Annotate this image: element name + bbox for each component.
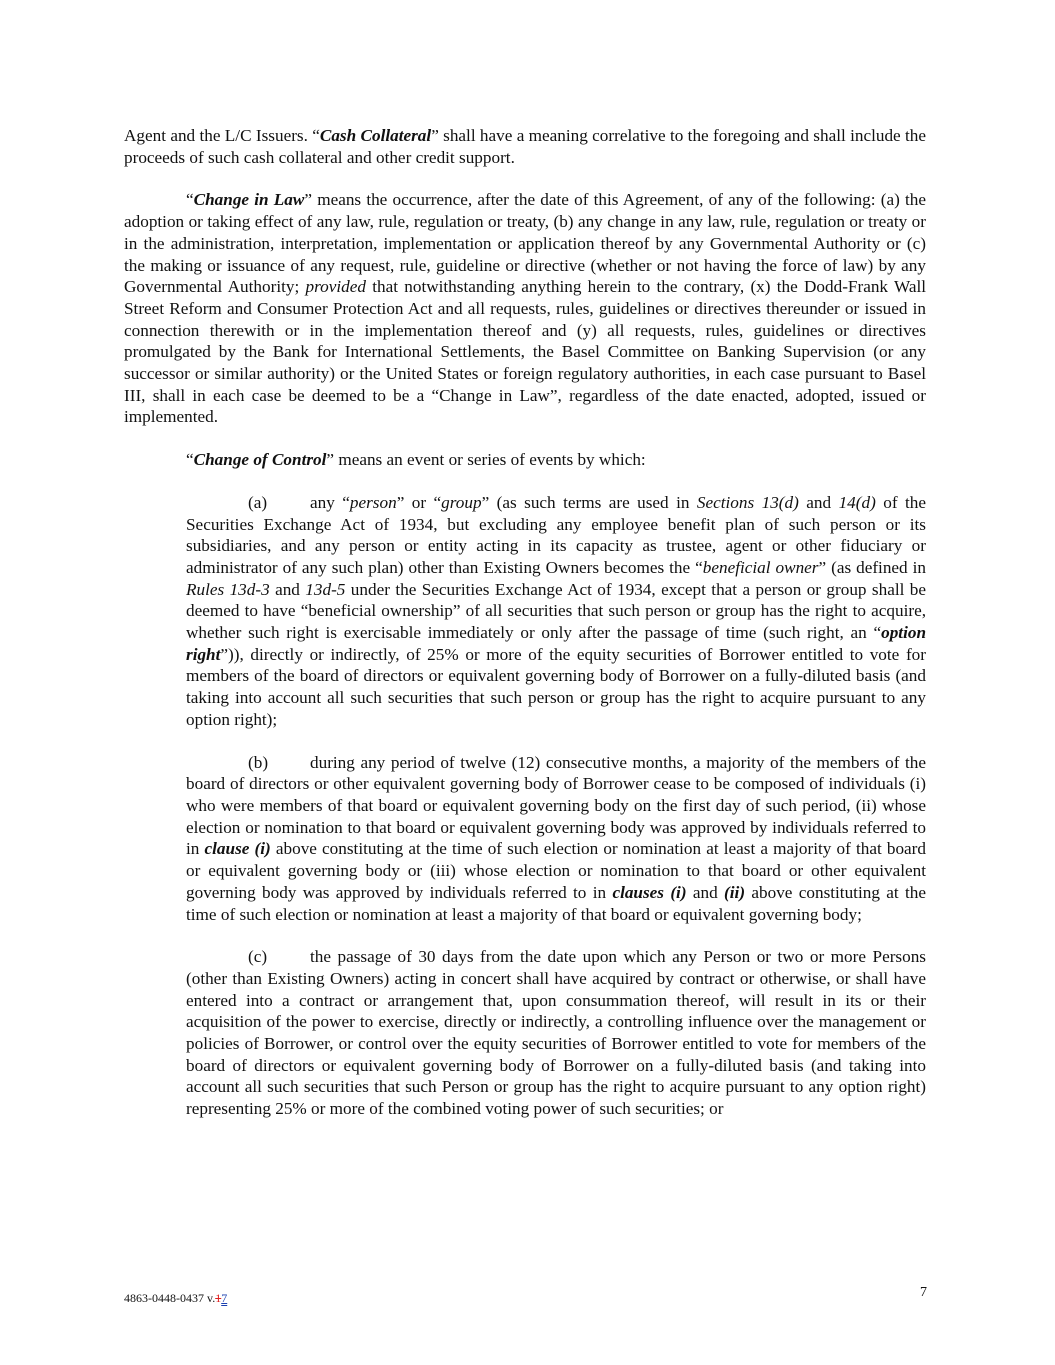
ref-rules-13d-3: Rules 13d-3 (186, 579, 270, 599)
provided-italic: provided (305, 277, 366, 297)
text: ” (as such terms are used in (481, 492, 697, 512)
text: and (686, 882, 725, 902)
clause-b (186, 752, 926, 926)
paragraph-cash-collateral (124, 125, 926, 168)
clause-c (186, 946, 926, 1120)
paragraph-change-of-control (124, 449, 926, 471)
term-person: person (349, 492, 397, 512)
text: ”)), directly or indirectly, of 25% or more of the equity securities of Borrower entitled to vote for members of the board of directors or equivalent governing body of Borrower on a fully-diluted basis (and taking into account all such securities that such person or group has the right to acquire pursuant to any option right); (186, 644, 926, 729)
text: ” means the occurrence, after the date of this Agreement, of any of the following: (a) the adoption or taking effect of any law, rule, regulation or treaty, (b) any change in any law, rule, regulation or treaty or in the administration, interpretation, implementation or application thereof by any Governmental Authority or (c) the making or issuance of any request, rule, guideline or directive (whether or not having the force of law) by any Governmental Authority; (124, 190, 926, 297)
defined-term-cash-collateral: Cash Collateral (319, 126, 432, 145)
term-group: group (441, 492, 482, 512)
doc-id: 4863-0448-0437 v. (124, 1291, 216, 1305)
text: “ (186, 190, 194, 210)
clause-a (186, 492, 926, 731)
text: above constituting at the time of such election or nomination at least a majority of that board or equivalent governing body; (186, 882, 926, 924)
text: ” or “ (396, 492, 442, 512)
clause-number: (c) (248, 947, 268, 967)
text: ” shall have a meaning correlative to the foregoing and shall include the proceeds of such cash collateral and other credit support. (124, 126, 927, 167)
document-id-footer (124, 1291, 227, 1306)
ref-ii: (ii) (724, 882, 746, 902)
text: “ (186, 450, 194, 470)
ref-clauses-i: clauses (i) (612, 882, 687, 902)
text: ” (as defined in (818, 557, 926, 577)
text: of the Securities Exchange Act of 1934, but excluding any employee benefit plan of such person or its subsidiaries, and any person or entity acting in its capacity as trustee, agent or other fiduciary or administrator of any such plan) other than Existing Owners becomes the “ (186, 492, 926, 577)
text: the passage of 30 days from the date upon which any Person or two or more Persons (other than Existing Owners) acting in concert shall have acquired by contract or otherwise, or shall have entered into a contract or arrangement that, upon consummation thereof, will result in its or their acquisition of the power to exercise, directly or indirectly, a controlling influence over the management or policies of Borrower, or control over the equity securities of Borrower entitled to vote for members of the board of directors or equivalent governing body of Borrower on a fully-diluted basis (and taking into account all such securities that such Person or group has the right to acquire pursuant to any option right) representing 25% or more of the combined voting power of such securities; or (186, 947, 926, 1119)
term-beneficial-owner: beneficial owner (702, 557, 819, 577)
ref-clause-i: clause (i) (204, 839, 271, 859)
ref-sections-13d: Sections 13(d) (696, 492, 799, 512)
version-inserted: 7 (221, 1291, 228, 1305)
ref-13d-5: 13d-5 (305, 579, 346, 599)
document-page (124, 125, 926, 1120)
text: any “ (310, 492, 350, 512)
page-number: 7 (920, 1285, 927, 1300)
version-deleted: 1 (215, 1291, 222, 1305)
clause-number: (a) (248, 492, 268, 512)
text: and (798, 492, 839, 512)
text: during any period of twelve (12) consecutive months, a majority of the members of the board of directors or other equivalent governing body of Borrower cease to be composed of individuals (i) who were members of that board or equivalent governing body on the first day of such period, (ii) whose election or nomination to that board or equivalent governing body was approved by individuals referred to in (186, 752, 926, 859)
text: and (269, 579, 306, 599)
clause-number: (b) (248, 752, 269, 772)
text: above constituting at the time of such election or nomination at least a majority of that board or equivalent governing body or (iii) whose election or nomination to that board or other equivalent governing body was approved by individuals referred to in (186, 839, 926, 902)
paragraph-change-in-law (124, 189, 926, 428)
defined-term-change-in-law: Change in Law (193, 190, 305, 210)
text: under the Securities Exchange Act of 1934, except that a person or group shall be deemed to have “beneficial ownership” of all securities that such person or group has the right to acquire, whether such right is exercisable immediately or only after the passage of time (such right, an “ (186, 579, 926, 643)
defined-term-option-right: option right (186, 623, 926, 664)
text: that notwithstanding anything herein to the contrary, (x) the Dodd-Frank Wall Street Reform and Consumer Protection Act and all requests, rules, guidelines or directives thereunder or issued in connection therewith or in the implementation thereof and (y) all requests, rules, guidelines or directives promulgated by the Bank for International Settlements, the Basel Committee on Banking Supervision (or any successor or similar authority) or the United States or foreign regulatory authorities, in each case pursuant to Basel III, shall in each case be deemed to be a “Change in Law”, regardless of the date enacted, adopted, issued or implemented. (124, 277, 926, 427)
defined-term-change-of-control: Change of Control (193, 450, 327, 470)
ref-14d: 14(d) (838, 492, 876, 512)
text: Agent and the L/C Issuers. “ (124, 126, 320, 145)
text: ” means an event or series of events by which: (326, 450, 646, 470)
